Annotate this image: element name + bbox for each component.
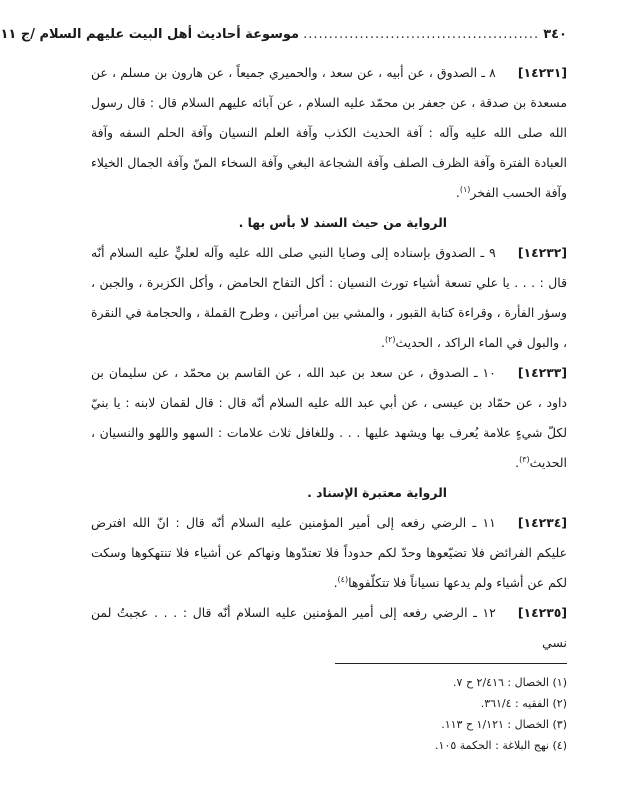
footnote-marker[interactable]: (١) [459,184,471,194]
running-title: موسوعة أحاديث أهل البيت عليهم السلام /ج ١١ [0,27,300,42]
chain-assessment: الرواية من حيث السند لا بأس بها . [238,215,447,230]
hadith-text: ٩ ـ الصدوق بإسناده إلى وصايا النبي صلى الله عليه وآله لعليٍّ عليه السلام أنّه قال : . . . يا علي تسعة أشياء تورث النسيان : أكل التفاح الحامض ، وأكل الكزبرة ، والجبن ، وسؤر الفأرة ، وقراءة كتابة القبور ، والمشي بين امرأتين ، وطرح القملة ، والحجامة في النقرة ، والبول في الماء الراكد ، الحديث [91,245,567,350]
footnote-separator [335,663,567,664]
footnote-marker[interactable]: (٣) [519,454,530,464]
page-header [0,22,567,48]
footnote-item: (٤) نهج البلاغة : الحكمة ١٠٥. [435,739,567,752]
page-number: ٣٤٠ [543,27,567,42]
footnote-item: (٣) الخصال : ١/١٢١ ح ١١٣. [441,718,567,731]
hadith-entry [91,358,567,478]
footnote-item: (٢) الفقيه : ٣٦١/٤. [480,697,567,710]
chain-assessment: الرواية معتبرة الإسناد . [307,485,447,500]
hadith-entry [91,58,567,208]
footnotes [91,672,567,756]
hadith-number: [١٤٢٣٢] [517,245,567,260]
main-text [91,58,567,658]
hadith-tail: . [381,335,385,350]
hadith-number: [١٤٢٣٤] [517,515,567,530]
hadith-text: ٨ ـ الصدوق ، عن أبيه ، عن سعد ، والحميري جميعاً ، عن هارون بن مسلم ، عن مسعدة بن صدقة ، عن جعفر بن محمّد عليه السلام ، عن آبائه عليهم السلام قال : قال رسول الله صلى الله عليه وآله : آفة الحديث الكذب وآفة العلم النسيان وآفة الحلم السفه وآفة العبادة الفترة وآفة الظرف الصلف وآفة الشجاعة البغي وآفة السخاء المنّ وآفة الجمال الخيلاء وآفة الحسب الفخر [91,65,567,200]
hadith-entry [91,238,567,358]
hadith-tail: . [455,185,460,200]
hadith-entry [91,508,567,598]
hadith-number: [١٤٢٣٥] [517,605,567,620]
footnote-item: (١) الخصال : ٢/٤١٦ ح ٧. [453,676,567,689]
hadith-tail: . [333,575,338,590]
hadith-number: [١٤٢٣٣] [517,365,567,380]
footnote-marker[interactable]: (٤) [337,574,349,584]
header-dot-leader: .............................................. [303,27,540,42]
hadith-text: ١٢ ـ الرضي رفعه إلى أمير المؤمنين عليه السلام أنّه قال : . . . عجبتُ لمن نسي [91,605,567,650]
hadith-text: ١١ ـ الرضي رفعه إلى أمير المؤمنين عليه السلام أنّه قال : انّ الله افترض عليكم الفرائض فلا تضيّعوها وحدّ لكم حدوداً فلا تعتدّوها ونهاكم عن أشياء فلا تنتهكوها وسكت لكم عن أشياء ولم يدعها نسياناً فلا تتكلّفوها [91,515,567,590]
hadith-number: [١٤٢٣١] [517,65,567,80]
hadith-entry [91,598,567,658]
hadith-tail: . [515,455,520,470]
hadith-text: ١٠ ـ الصدوق ، عن سعد بن عبد الله ، عن القاسم بن محمّد ، عن سليمان بن داود ، عن حمّاد بن عيسى ، عن أبي عبد الله عليه السلام أنّه قال : قال لقمان لابنه : يا بنيّ لكلّ شيءٍ علامة يُعرف بها ويشهد عليها . . . وللغافل ثلاث علامات : السهو واللهو والنسيان ، الحديث [91,365,567,470]
footnote-marker[interactable]: (٢) [385,334,396,344]
